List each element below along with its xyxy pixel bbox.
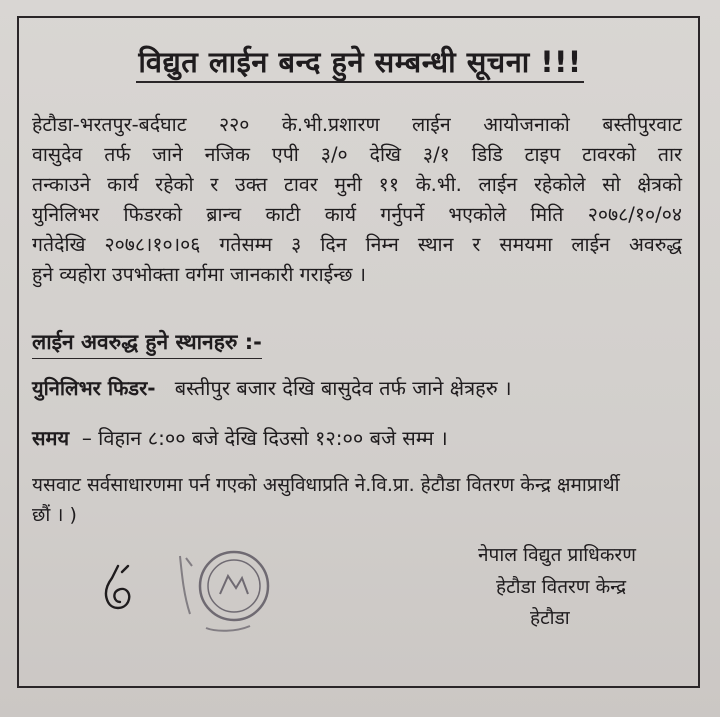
time-label: समय [32,426,70,450]
body-line: वासुदेव तर्फ जाने नजिक एपी ३/० देखि ३/१ डिडि टाइप टावरको तार [32,143,682,166]
body-line: युनिलिभर फिडरको ब्रान्च काटी कार्य गर्नुपर्ने भएकोले मिति २०७८/१०/०४ [32,203,682,226]
section-heading: लाईन अवरुद्ध हुने स्थानहरु :- [32,328,262,359]
apology-text [32,470,682,530]
signature-office: हेटौडा वितरण केन्द्र [496,576,627,598]
body-line: हेटौडा-भरतपुर-बर्दघाट २२० के.भी.प्रशारण लाईन आयोजनाको बस्तीपुरवाट [32,113,682,136]
signature-place: हेटौडा [530,607,570,629]
apology-line: छौं । ) [32,504,77,526]
time-row [32,424,448,451]
body-line: हुने व्यहोरा उपभोक्ता वर्गमा जानकारी गराईन्छ । [32,263,367,286]
notice-title [0,42,720,81]
body-line: गतेदेखि २०७८।१०।०६ गतेसम्म ३ दिन निम्न स्थान र समयमा लाईन अवरुद्ध [32,233,682,256]
office-seal-stamp [176,536,276,636]
time-value: – विहान ८:०० बजे देखि दिउसो १२:०० बजे सम्म । [81,426,448,450]
notice-body [32,110,682,290]
feeder-row [32,374,512,401]
feeder-value: बस्तीपुर बजार देखि बासुदेव तर्फ जाने क्षेत्रहरु । [174,376,512,400]
notice-title-text: विद्युत लाईन बन्द हुने सम्बन्धी सूचना !!! [136,45,583,83]
feeder-label: युनिलिभर फिडर- [32,376,156,400]
handwritten-signature-mark [98,562,138,614]
body-line: तन्काउने कार्य रहेको र उक्त टावर मुनी ११ के.भी. लाईन रहेकोले सो क्षेत्रको [32,173,682,196]
apology-line: यसवाट सर्वसाधारणमा पर्न गएको असुविधाप्रति ने.वि.प्रा. हेटौडा वितरण केन्द्र क्षमाप्रार्थी [32,474,620,496]
signature-org: नेपाल विद्युत प्राधिकरण [478,544,636,566]
